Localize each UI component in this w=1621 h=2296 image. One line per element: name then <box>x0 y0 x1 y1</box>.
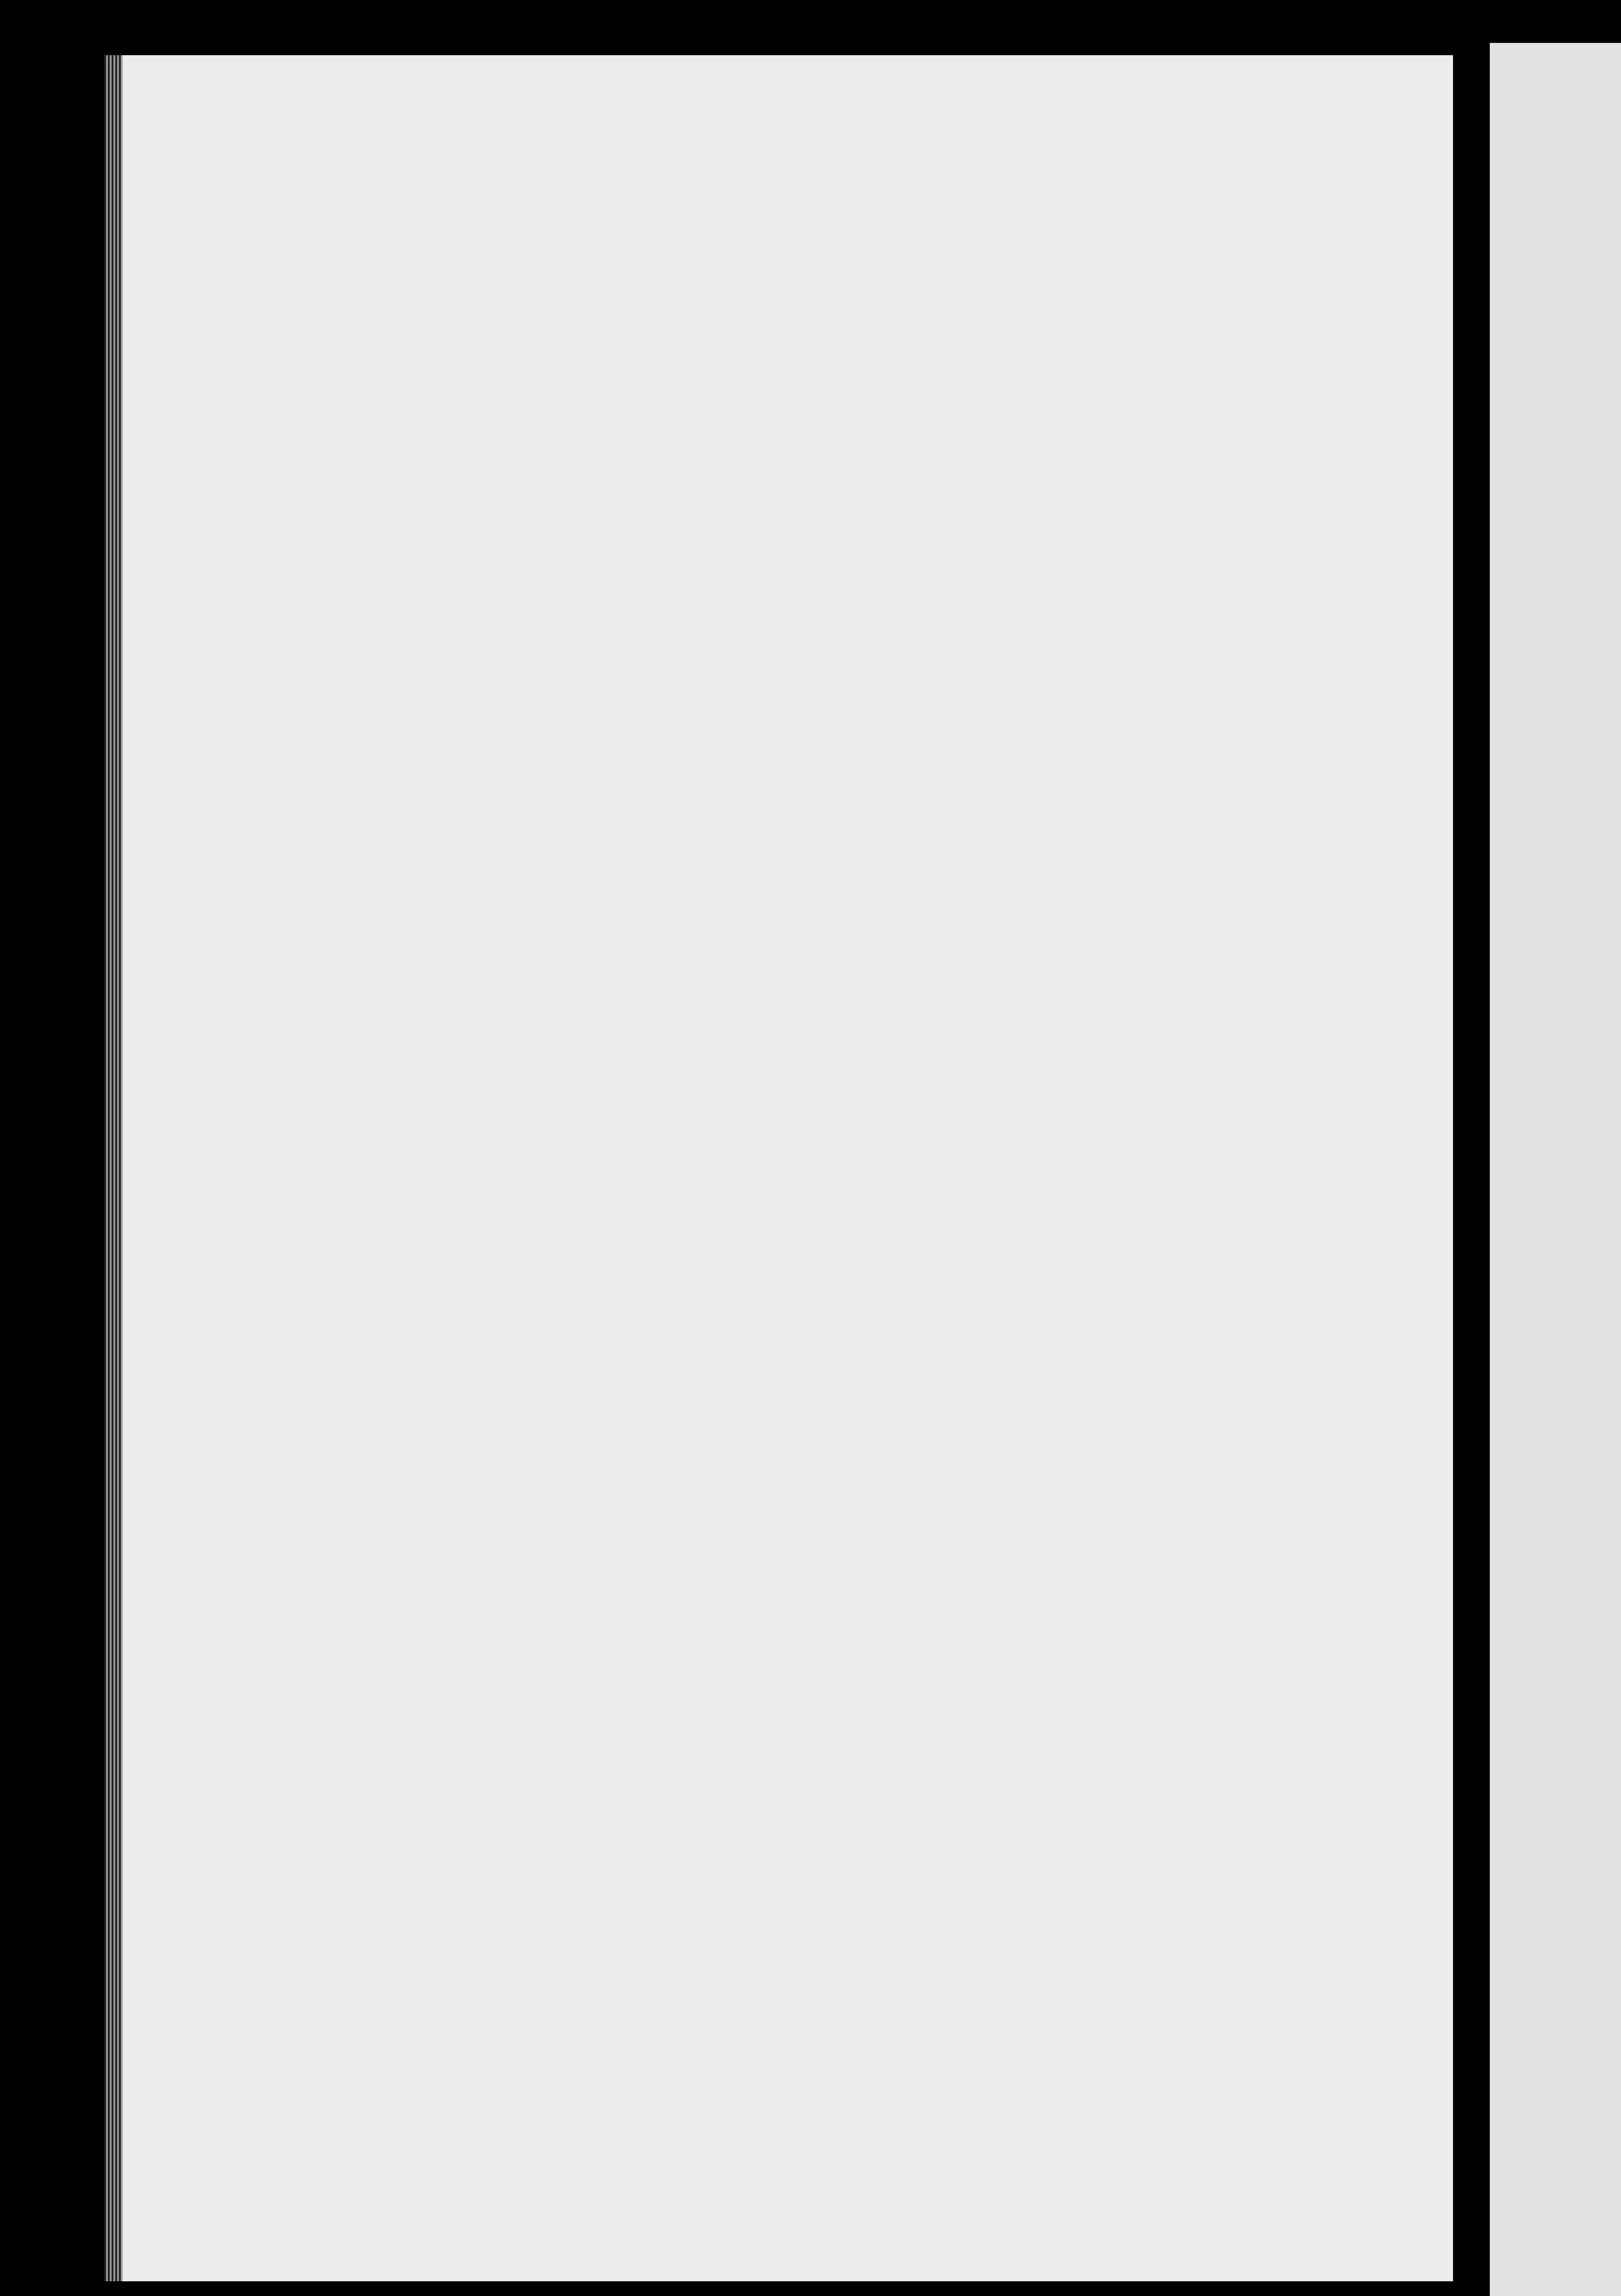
book-page <box>104 55 1459 2281</box>
page-header <box>368 129 1410 184</box>
book-gutter <box>1453 37 1490 2296</box>
facing-page <box>1490 43 1621 2296</box>
page-spine-edge <box>104 55 123 2281</box>
